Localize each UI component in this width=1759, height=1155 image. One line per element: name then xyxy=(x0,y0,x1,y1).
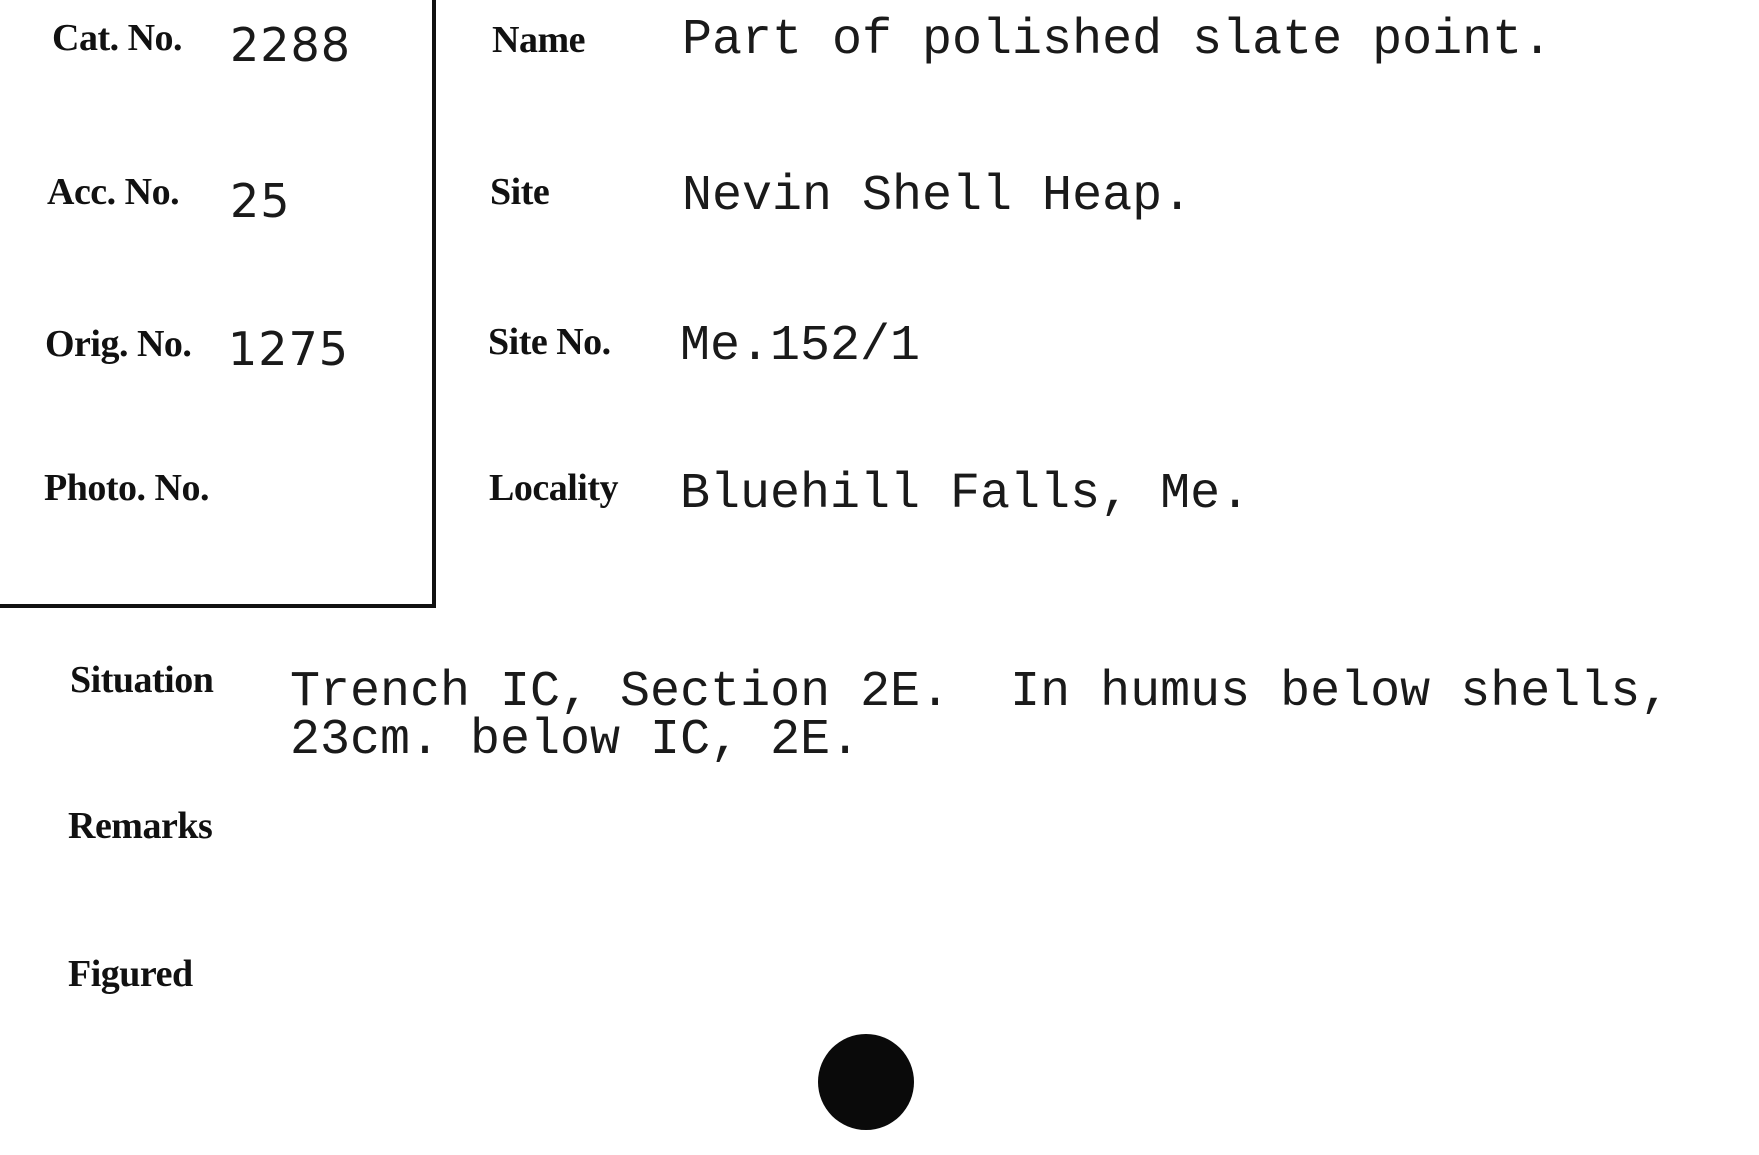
name-value: Part of polished slate point. xyxy=(682,12,1553,69)
acc-no-value: 25 xyxy=(230,174,291,228)
situation-line-1: Trench IC, Section 2E. In humus below shells, xyxy=(290,664,1671,721)
catalog-numbers-box xyxy=(0,0,436,608)
punch-hole xyxy=(818,1034,914,1130)
acc-no-label: Acc. No. xyxy=(47,171,180,213)
cat-no-value: 2288 xyxy=(230,18,352,72)
site-label: Site xyxy=(490,171,550,213)
remarks-label: Remarks xyxy=(68,805,213,847)
site-no-label: Site No. xyxy=(488,321,611,363)
locality-label: Locality xyxy=(489,467,618,509)
situation-label: Situation xyxy=(70,659,214,701)
site-value: Nevin Shell Heap. xyxy=(682,168,1193,225)
photo-no-label: Photo. No. xyxy=(44,467,209,509)
locality-value: Bluehill Falls, Me. xyxy=(680,466,1251,523)
cat-no-label: Cat. No. xyxy=(52,17,183,59)
name-label: Name xyxy=(492,19,585,61)
figured-label: Figured xyxy=(68,953,193,995)
orig-no-value: 1275 xyxy=(228,322,350,376)
orig-no-label: Orig. No. xyxy=(45,323,192,365)
site-no-value: Me.152/1 xyxy=(680,318,921,375)
situation-line-2: 23cm. below IC, 2E. xyxy=(290,712,861,769)
